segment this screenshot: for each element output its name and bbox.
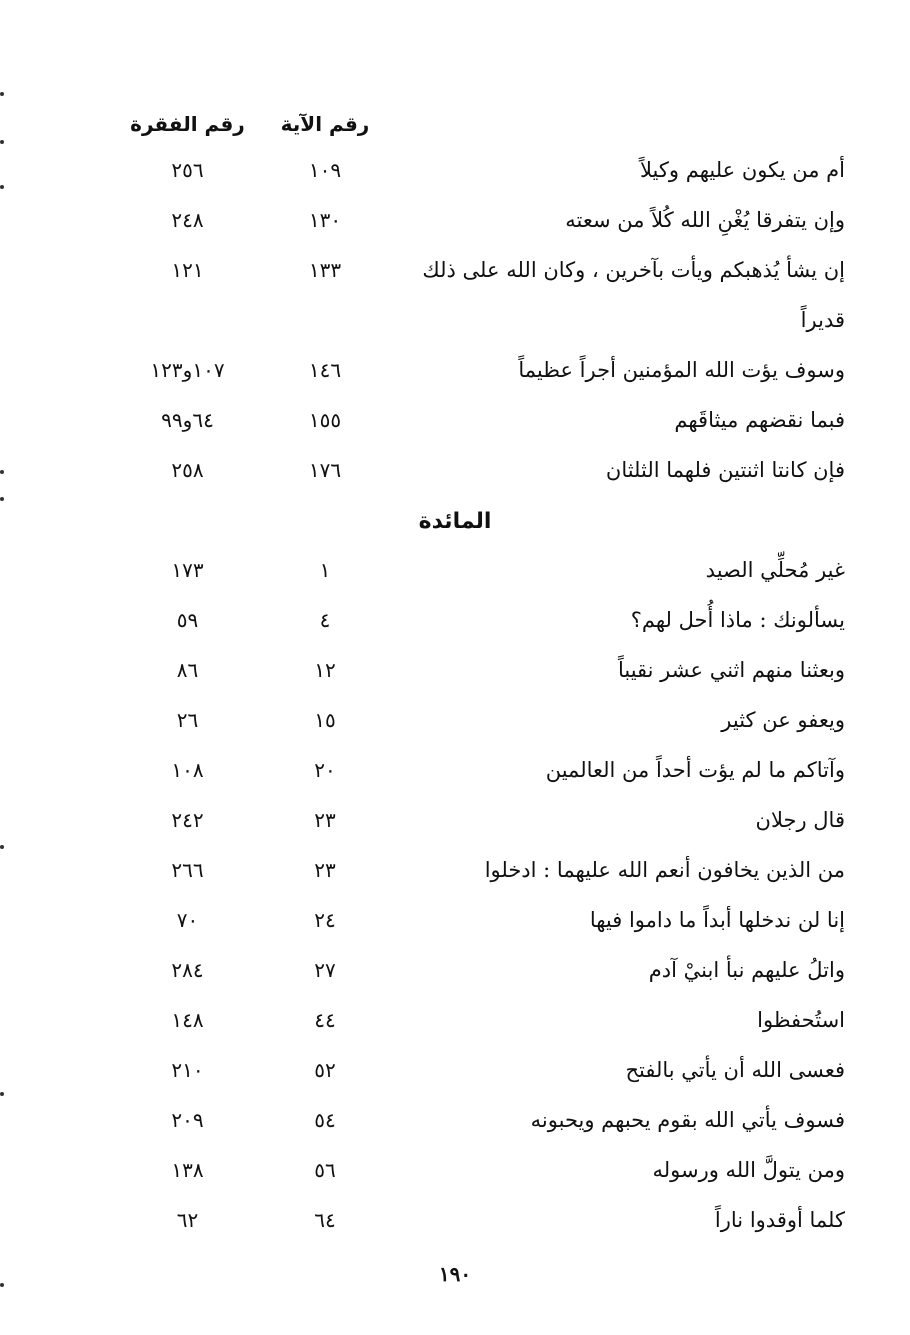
index-row [0, 650, 910, 690]
index-row [0, 1100, 910, 1140]
scan-speck [0, 845, 4, 849]
section-title: المائدة [418, 509, 492, 534]
ayah-number: ١٢ [314, 658, 336, 682]
phrase-text: ومن يتولَّ الله ورسوله [652, 1158, 845, 1182]
phrase-text: من الذين يخافون أنعم الله عليهما : ادخلوا [484, 858, 845, 882]
paragraph-number: ٧٠ [176, 908, 199, 932]
phrase-continuation: قديراً [800, 308, 845, 332]
page-number: ١٩٠ [438, 1262, 472, 1286]
ayah-number: ١٥٥ [308, 408, 342, 432]
scan-speck [0, 470, 4, 474]
phrase-text: استُحفظوا [757, 1008, 845, 1032]
paragraph-number: ٢١٠ [171, 1058, 204, 1082]
scan-speck [0, 497, 4, 501]
phrase-text: غير مُحلِّي الصيد [705, 558, 845, 582]
header-paragraph-number: رقم الفقرة [130, 112, 245, 136]
ayah-number: ٤٤ [314, 1008, 336, 1032]
index-row [0, 450, 910, 490]
phrase-text: واتلُ عليهم نبأ ابنيْ آدم [648, 958, 845, 982]
ayah-number: ٥٦ [314, 1158, 336, 1182]
paragraph-number: ١٤٨ [171, 1008, 204, 1032]
index-row [0, 600, 910, 640]
scan-speck [0, 92, 4, 96]
ayah-number: ١٠٩ [308, 158, 342, 182]
ayah-number: ٥٢ [314, 1058, 336, 1082]
index-row [0, 550, 910, 590]
phrase-text: فعسى الله أن يأتي بالفتح [625, 1058, 845, 1082]
index-row [0, 1050, 910, 1090]
ayah-number: ١٣٣ [308, 258, 342, 282]
index-row [0, 950, 910, 990]
paragraph-number: ٢٦٦ [171, 858, 204, 882]
header-ayah-number: رقم الآية [280, 112, 370, 136]
paragraph-number: ٢٥٦ [171, 158, 204, 182]
index-row [0, 800, 910, 840]
index-row [0, 400, 910, 440]
ayah-number: ٢٤ [314, 908, 336, 932]
ayah-number: ٢٣ [314, 858, 336, 882]
paragraph-number: ٢٦ [176, 708, 199, 732]
phrase-text: إنا لن ندخلها أبداً ما داموا فيها [589, 908, 845, 932]
index-row [0, 750, 910, 790]
ayah-number: ١٣٠ [308, 208, 342, 232]
ayah-number: ١٥ [314, 708, 336, 732]
paragraph-number: ٨٦ [176, 658, 199, 682]
paragraph-number: ٦٢ [176, 1208, 199, 1232]
paragraph-number: ٦٤و٩٩ [161, 408, 214, 432]
ayah-number: ٢٣ [314, 808, 336, 832]
paragraph-number: ١٣٨ [171, 1158, 204, 1182]
phrase-text: وإن يتفرقا يُغْنِ الله كُلاً من سعته [565, 208, 845, 232]
index-row [0, 850, 910, 890]
index-row [0, 200, 910, 240]
index-row [0, 350, 910, 390]
phrase-text: ويعفو عن كثير [721, 708, 845, 732]
ayah-number: ٥٤ [314, 1108, 336, 1132]
paragraph-number: ٢٤٨ [171, 208, 204, 232]
ayah-number: ١٧٦ [308, 458, 342, 482]
phrase-text: كلما أوقدوا ناراً [714, 1208, 845, 1232]
phrase-text: فسوف يأتي الله بقوم يحبهم ويحبونه [530, 1108, 845, 1132]
phrase-text: فإن كانتا اثنتين فلهما الثلثان [605, 458, 845, 482]
scan-speck [0, 185, 4, 189]
paragraph-number: ١٧٣ [171, 558, 204, 582]
index-row [0, 1200, 910, 1240]
phrase-text: وبعثنا منهم اثني عشر نقيباً [617, 658, 845, 682]
ayah-number: ١٤٦ [308, 358, 342, 382]
ayah-number: ٢٧ [314, 958, 336, 982]
phrase-text: يسألونك : ماذا أُحل لهم؟ [630, 608, 845, 632]
paragraph-number: ١٠٨ [171, 758, 204, 782]
ayah-number: ٦٤ [314, 1208, 336, 1232]
phrase-text: وآتاكم ما لم يؤت أحداً من العالمين [545, 758, 845, 782]
phrase-text: قال رجلان [755, 808, 845, 832]
paragraph-number: ٢٤٢ [171, 808, 204, 832]
ayah-number: ٢٠ [314, 758, 336, 782]
ayah-number: ١ [319, 558, 331, 582]
index-row [0, 700, 910, 740]
scan-speck [0, 140, 4, 144]
paragraph-number: ٢٥٨ [171, 458, 204, 482]
scan-speck [0, 1092, 4, 1096]
phrase-text: أم من يكون عليهم وكيلاً [640, 158, 845, 182]
paragraph-number: ٢٠٩ [171, 1108, 204, 1132]
index-row [0, 1150, 910, 1190]
index-row [0, 900, 910, 940]
phrase-text: إن يشأ يُذهبكم ويأت بآخرين ، وكان الله على ذلك [422, 258, 845, 282]
ayah-number: ٤ [319, 608, 331, 632]
phrase-text: وسوف يؤت الله المؤمنين أجراً عظيماً [518, 358, 845, 382]
paragraph-number: ١٠٧و١٢٣ [150, 358, 225, 382]
paragraph-number: ١٢١ [171, 258, 204, 282]
phrase-text: فبما نقضهم ميثاقَهم [674, 408, 845, 432]
index-row [0, 250, 910, 290]
paragraph-number: ٢٨٤ [171, 958, 204, 982]
index-row [0, 150, 910, 190]
index-row [0, 1000, 910, 1040]
paragraph-number: ٥٩ [176, 608, 199, 632]
scan-speck [0, 1283, 4, 1287]
